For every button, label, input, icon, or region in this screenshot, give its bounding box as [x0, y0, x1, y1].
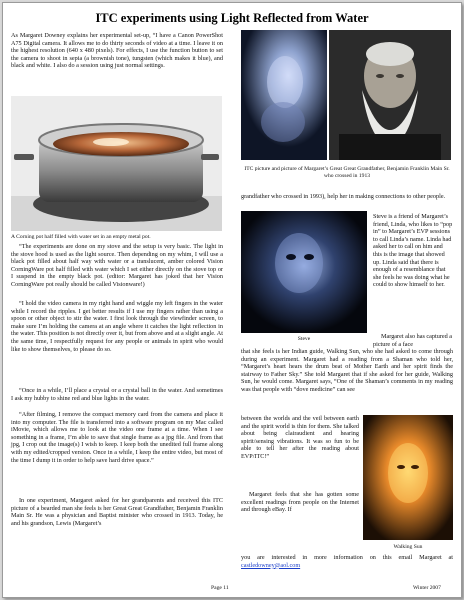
email-link[interactable]: castledowney@aol.com	[241, 561, 301, 569]
steve-paragraph: Steve is a friend of Margaret’s friend, Linda, who likes to “pop in” to Margaret’s EVP sessions to call Linda’s name. Linda had asked her to call on him and this is the image that showed up. Linda said that there is enough of a resemblance that she feels he was doing what he could to show himself to her.	[373, 213, 453, 289]
grandfather-caption: ITC picture and picture of Margaret’s Great Great Grandfather, Benjamin Franklin Main Sr. who crossed in 1913	[244, 166, 450, 179]
issue-date: Winter 2007	[413, 585, 441, 591]
itc-face-photo	[241, 30, 327, 160]
pot-caption: A Corning pot half filled with water set in an empty metal pot.	[11, 234, 151, 240]
face-intro: Margaret also has captured a picture of a face	[373, 333, 453, 348]
walking-sun-photo	[363, 415, 453, 540]
steve-caption: Steve	[297, 336, 311, 342]
paragraph-crystal: “Once in a while, I’ll place a crystal or a crystal ball in the water. And sometimes I ask my hubby to shine red and blue lights in the water.	[11, 387, 223, 402]
grandfather-portrait	[329, 30, 451, 160]
dove-medicine-paragraph: between the worlds and the veil between earth and the spirit world is thin for them. She talked about being clairaudient and hearing spirit/sensing vibrations. It was so fun to be able to tell her after the reading about EVP/ITC!”	[241, 415, 359, 460]
walking-sun-caption: Walking Sun	[393, 544, 423, 550]
paragraph-imovie: “After filming, I remove the compact memory card from the camera and place it into my computer. The file is transferred into a software program on my Mac called iMovie, which allows me to look at the video one frame at a time. When I see something in a frame, I’m able to save that single frame as a jpg file. And from that jpg, I crop out the image(s) I wish to keep. I keep both the unedited full frame along with my edited/cropped version. Once in a while, I keep the entire video, but most of the time I dump it in order to help save hard drive space.”	[11, 411, 223, 464]
contact-text: you are interested in more information on this email Margaret at	[241, 554, 453, 561]
walking-sun-paragraph: that she feels is her Indian guide, Walking Sun, who she had asked to come through during an experiment. Margaret had a reading from a Shaman who told her, “Margaret’s heart hears the drum beat of Mother Earth and her spirit finds the stairway to Father Sky.” She told Margaret that if she asked for her guide, Walking Sun, he would come. Margaret says, “One of the Shaman’s comments in my reading was that people with “dove medicine” can see	[241, 348, 453, 393]
intro-paragraph: As Margaret Downey explains her experimental set-up, “I have a Canon PowerShot A75 Digital camera. It allows me to do thirty seconds of video at a time. I leave it on the highest resolution (640 x 480 pixels). For effects, I use the function button to set the camera to shoot in sepia (a brownish tone), tungsten (which makes it blue), and black and white. I also do a session using just normal settings.	[11, 32, 223, 70]
paragraph-grandparents: In one experiment, Margaret asked for her grandparents and received this ITC picture of a bearded man she feels is her Great Great Grandfather, Benjamin Franklin Main Sr. He was a physician and Baptist minister who crossed in 1913. Today, he and his grandson, Lewis (Margaret’s	[11, 497, 223, 527]
article-title: ITC experiments using Light Reflected from Water	[95, 11, 369, 25]
magazine-page	[2, 2, 462, 598]
steve-photo	[241, 211, 367, 333]
corning-pot-photo	[11, 96, 222, 231]
grandfather-continued: grandfather who crossed in 1993), help her in making connections to other people.	[241, 193, 446, 200]
readings-paragraph: Margaret feels that she has gotten some excellent readings from people on the Internet and through eBay. If	[241, 491, 359, 514]
contact-paragraph	[241, 554, 453, 569]
page-number: Page 11	[211, 585, 229, 591]
paragraph-camera: “I hold the video camera in my right hand and wiggle my left fingers in the water while I record the ripples. I get better results if I use my fingers rather than using a spoon or other object to stir the water. I first look through the viewfinder screen, to make sure I’m holding the camera at an angle where it catches the light reflection in the water. This position is not directly over it, but from above and at a slight angle. At the same time, I respectfully request for any people or animals in spirit who would like to show themselves, to please do so.	[11, 300, 223, 353]
paragraph-setup: “The experiments are done on my stove and the setup is very basic. The light in the stove hood is used as the light source. Then depending on my whim, I will use a black pot filled about half way with water or a translucent, amber colored Vision CorningWare pot half filled with water which I set either directly on the stove top or I suspend in the empty black pot. (editor: Margaret has joked that her Vision CorningWare pot really should be called Visionware!)	[11, 243, 223, 288]
